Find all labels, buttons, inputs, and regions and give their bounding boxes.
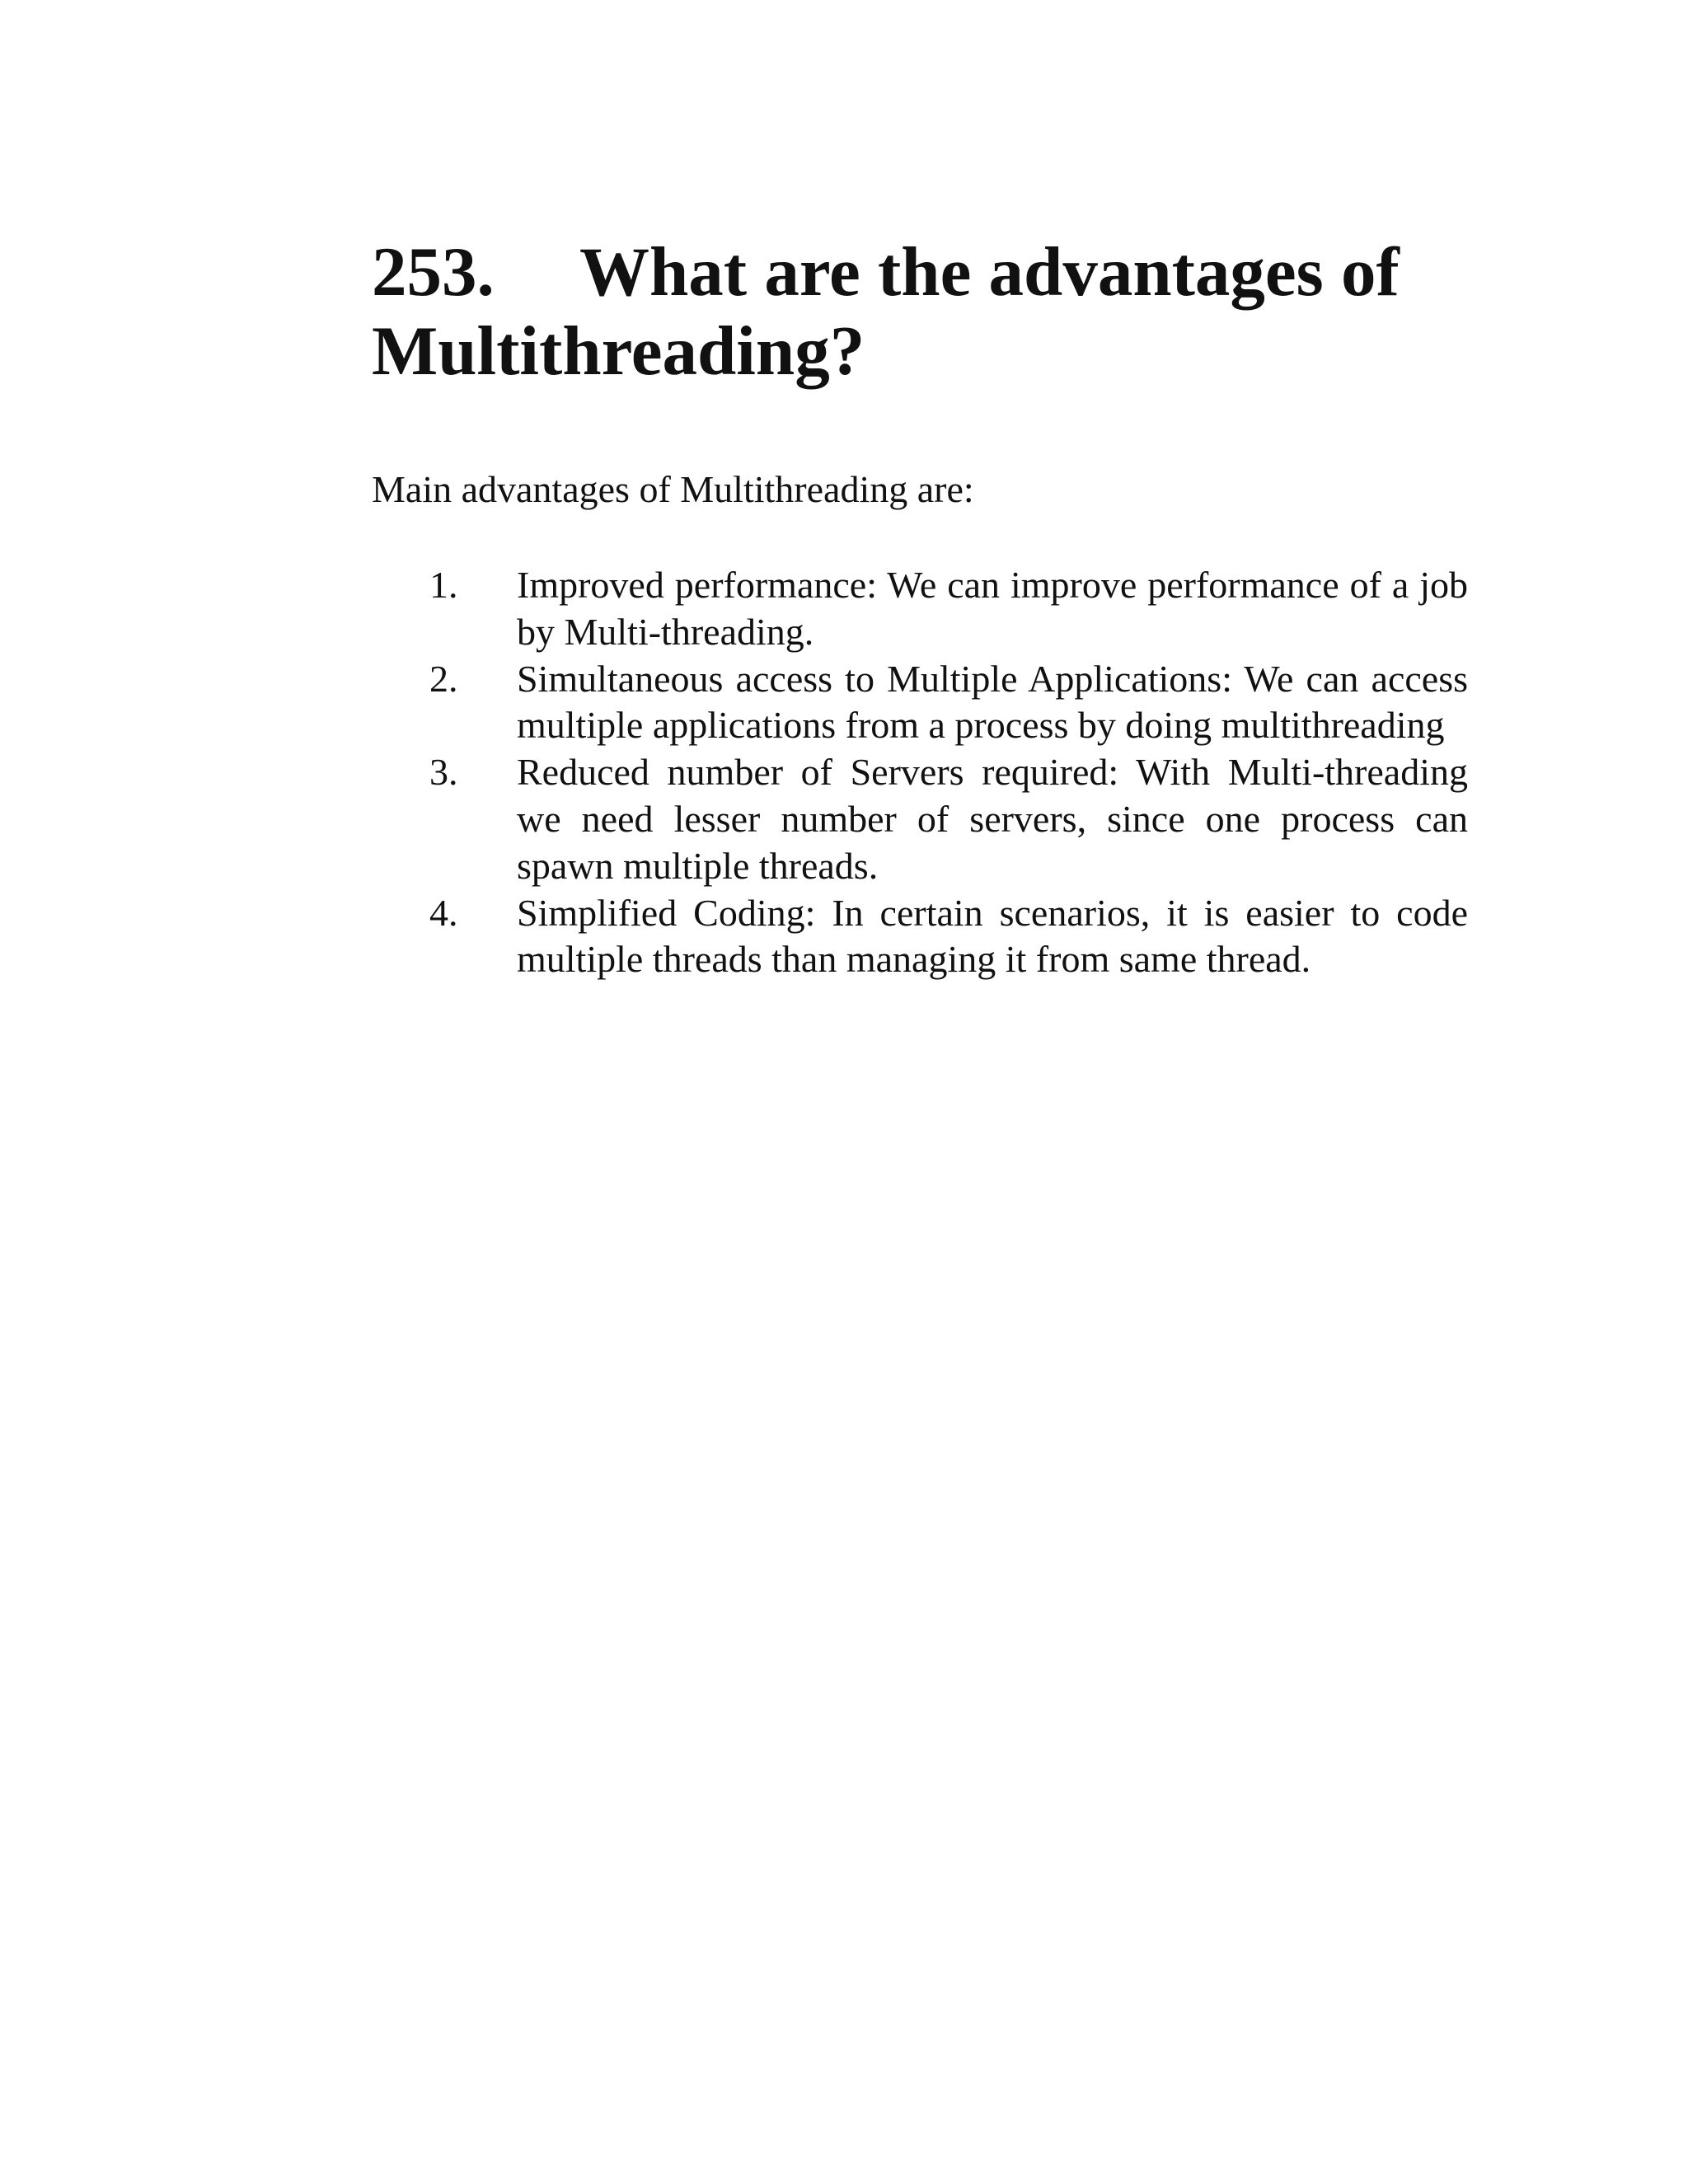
question-heading: [372, 232, 1542, 391]
list-item: [372, 890, 1468, 984]
list-item: [372, 656, 1468, 750]
question-number: 253.: [372, 233, 495, 311]
list-item-number: 1.: [429, 564, 458, 606]
list-item-number: 4.: [429, 891, 458, 934]
list-item: [372, 749, 1468, 889]
list-item-number: 2.: [429, 657, 458, 700]
question-title: What are the advantages of Multithreading?: [372, 233, 1400, 390]
advantages-list: [372, 562, 1468, 983]
list-item-text: Simplified Coding: In certain scenarios, it is easier to code multiple threads than managing it from same thread.: [517, 891, 1468, 981]
list-item-text: Reduced number of Servers required: With Multi-threading we need lesser number of servers, since one process can spawn multiple threads.: [517, 751, 1468, 887]
list-item: [372, 562, 1468, 656]
intro-text: Main advantages of Multithreading are:: [372, 468, 974, 510]
list-item-number: 3.: [429, 751, 458, 794]
list-item-text: Improved performance: We can improve performance of a job by Multi-threading.: [517, 564, 1468, 653]
list-item-text: Simultaneous access to Multiple Applications: We can access multiple applications from a process by doing multithreading: [517, 657, 1468, 747]
